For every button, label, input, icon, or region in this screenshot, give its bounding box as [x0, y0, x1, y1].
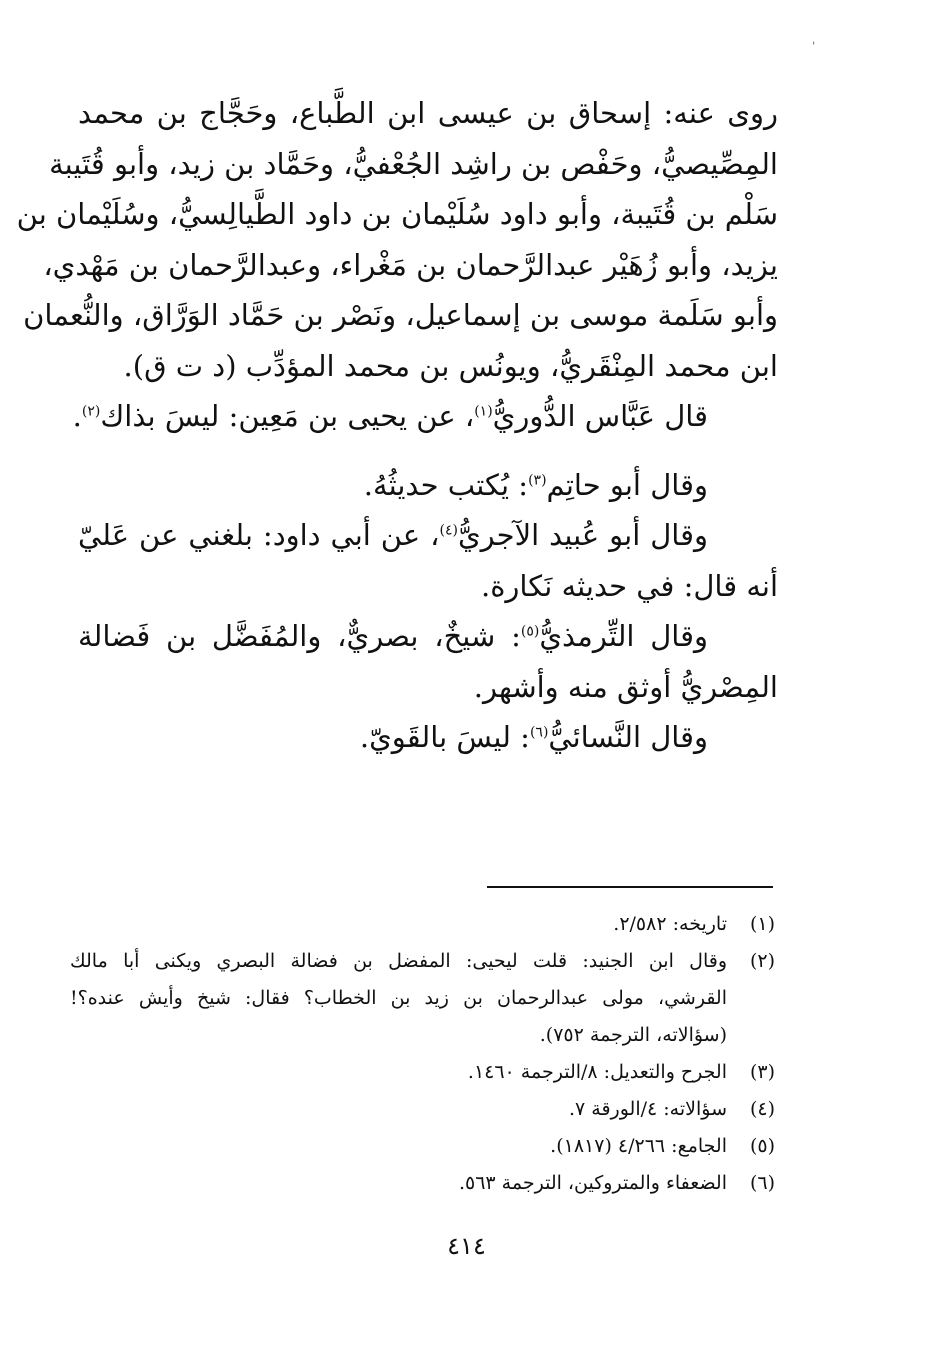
footnote-number: (٥)	[749, 1135, 775, 1157]
footnote-line: الجرح والتعديل: ٨/الترجمة ١٤٦٠.	[467, 1061, 727, 1083]
ajurri-before: وقال أبو عُبيد الآجريُّ	[457, 518, 708, 552]
footnote-number: (٣)	[749, 1061, 775, 1083]
footnote-line: (سؤالاته، الترجمة ٧٥٢).	[539, 1024, 727, 1046]
footnote-text	[70, 943, 727, 1054]
text-line: ابن محمد المِنْقَريُّ، ويونُس بن محمد المؤدِّب (د ت ق).	[123, 348, 778, 383]
tirmidhi-quote	[78, 611, 778, 662]
nasai-quote	[78, 712, 778, 763]
footnotes	[70, 906, 775, 1202]
nasai-after: : ليسَ بالقَويّ.	[359, 720, 530, 754]
abu-hatim-before: وقال أبو حاتِم	[546, 467, 708, 502]
footnote-6	[70, 1165, 775, 1202]
abbas-before: قال عَبَّاس الدُّوريُّ	[492, 399, 708, 433]
tirmidhi-before: وقال التِّرمذيُّ	[539, 619, 709, 653]
footnote-4	[70, 1091, 775, 1128]
footnote-line: وقال ابن الجنيد: قلت ليحيى: المفضل بن فضالة البصري ويكنى أبا مالك	[70, 950, 727, 972]
abbas-quote	[72, 391, 778, 442]
text-line: وأبو سَلَمة موسى بن إسماعيل، ونَصْر بن حَمَّاد الوَرَّاق، والنُّعمان	[23, 298, 778, 332]
footnote-ref: (٣)	[528, 471, 547, 488]
ajurri-quote	[78, 510, 778, 561]
footnote-number: (٦)	[749, 1172, 775, 1194]
footnote-1	[70, 906, 775, 943]
footnote-text	[70, 1054, 727, 1091]
main-text	[16, 88, 778, 763]
footnote-ref: (٥)	[520, 623, 540, 640]
ajurri-continuation: أنه قال: في حديثه نَكارة.	[481, 568, 778, 603]
abu-hatim-after: : يُكتب حديثُهُ.	[363, 467, 529, 502]
footnote-number: (٤)	[749, 1098, 775, 1120]
footnote-line: تاريخه: ٢/٥٨٢.	[613, 913, 727, 935]
footnote-line: القرشي، مولى عبدالرحمان بن زيد بن الخطاب؟ فقال: شيخ وأيش عنده؟!	[70, 987, 727, 1009]
footnote-text	[70, 1165, 727, 1202]
footnote-line: الضعفاء والمتروكين، الترجمة ٥٦٣.	[458, 1172, 727, 1194]
footnote-text	[70, 1128, 727, 1165]
text-line: يزيد، وأبو زُهَيْر عبدالرَّحمان بن مَغْراء، وعبدالرَّحمان بن مَهْدي،	[43, 247, 778, 282]
footnote-2	[70, 943, 775, 1054]
footnote-line: الجامع: ٤/٢٦٦ (١٨١٧).	[550, 1135, 727, 1157]
footnote-number: (٢)	[749, 950, 775, 972]
ajurri-after: ، عن أبي داود: بلغني عن عَليّ	[78, 518, 440, 552]
footnote-ref: (٤)	[439, 522, 458, 539]
abbas-after: .	[72, 399, 82, 433]
tirmidhi-after: : شيخٌ، بصريٌّ، والمُفَضَّل بن فَضالة	[78, 619, 521, 653]
text-line: المِصِّيصيُّ، وحَفْص بن راشِد الجُعْفيُّ، وحَمَّاد بن زيد، وأبو قُتَيبة	[49, 146, 778, 181]
footnote-ref: (٦)	[529, 724, 549, 741]
footnote-text	[70, 906, 727, 943]
page-number: ٤١٤	[447, 1232, 486, 1260]
tirmidhi-continuation: المِصْريُّ أوثق منه وأشهر.	[473, 669, 778, 704]
footnote-separator	[487, 886, 773, 888]
abbas-middle: ، عن يحيى بن مَعِين: ليسَ بذاك	[100, 399, 475, 433]
text-line: سَلْم بن قُتَيبة، وأبو داود سُلَيْمان بن داود الطَّيالِسيُّ، وسُلَيْمان بن	[16, 197, 778, 231]
footnote-ref: (٢)	[81, 403, 101, 420]
footnote-3	[70, 1054, 775, 1091]
footnote-ref: (١)	[474, 403, 493, 420]
footnote-line: سؤالاته: ٤/الورقة ٧.	[568, 1098, 727, 1120]
corner-mark: ˈ	[812, 40, 816, 54]
footnote-number: (١)	[749, 913, 775, 935]
abu-hatim-quote	[78, 460, 778, 511]
text-line: روى عنه: إسحاق بن عيسى ابن الطَّباع، وحَجَّاج بن محمد	[78, 96, 778, 130]
nasai-before: وقال النَّسائيُّ	[548, 720, 708, 754]
footnote-text	[70, 1091, 727, 1128]
footnote-5	[70, 1128, 775, 1165]
